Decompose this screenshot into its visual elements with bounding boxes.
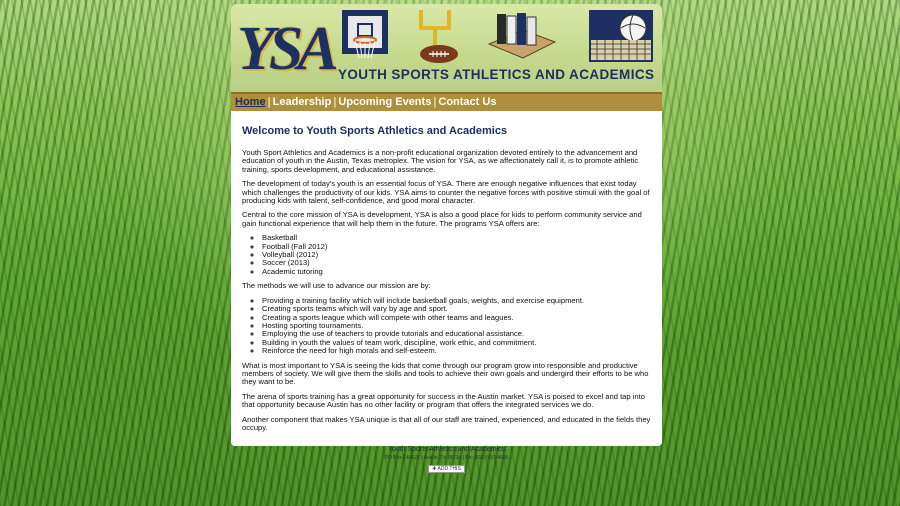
- site-title: YOUTH SPORTS ATHLETICS AND ACADEMICS: [338, 67, 655, 82]
- list-item: ◦ Football (Fall 2012): [262, 243, 651, 251]
- nav-contact-us[interactable]: Contact Us: [438, 96, 497, 108]
- list-item: ◦ Creating a sports league which will compete with other teams and leagues.: [262, 314, 651, 322]
- nav-home[interactable]: Home: [235, 96, 266, 108]
- market-paragraph: The arena of sports training has a great opportunity for success in the Austin market. YSA is poised to excel and tap into that opportunity because Austin has no other facility or program that offers the integrated services we do.: [242, 391, 645, 410]
- intro-paragraph: Youth Sport Athletics and Academics is a non-profit educational organization devoted entirely to the advancement and education of youth in the Austin, Texas metroplex. The vision for YSA, as we affectionately call it, is to promote athletic training, sports development, and educational assistance.: [242, 148, 639, 174]
- share-label: ADD THIS: [437, 466, 461, 472]
- list-item: ◦ Employing the use of teachers to provide tutorials and educational assistance.: [262, 330, 651, 338]
- programs-list: [242, 234, 651, 276]
- nav-upcoming-events[interactable]: Upcoming Events: [338, 96, 432, 108]
- ysa-logo[interactable]: YSA: [237, 15, 333, 83]
- site-footer: [231, 446, 662, 473]
- list-item: ◦ Academic tutoring: [262, 268, 651, 276]
- nav-leadership[interactable]: Leadership: [272, 96, 332, 108]
- staff-paragraph: Another component that makes YSA unique is that all of our staff are trained, experienced, and educated in the fields they occupy.: [242, 414, 651, 432]
- page-title: Welcome to Youth Sports Athletics and Academics: [242, 125, 508, 137]
- list-item: ◦ Basketball: [262, 234, 651, 242]
- list-item: ◦ Creating sports teams which will vary by age and sport.: [262, 305, 651, 313]
- share-icon: ✚: [432, 466, 438, 472]
- list-item: ◦ Reinforce the need for high morals and self-esteem.: [262, 347, 651, 355]
- books-image: [483, 8, 559, 60]
- main-nav: Home | Leadership | Upcoming Events | Contact Us: [231, 92, 662, 111]
- addthis-share-button[interactable]: [428, 465, 465, 473]
- methods-list: [242, 297, 651, 356]
- basketball-hoop-image: [336, 8, 394, 64]
- development-paragraph: The development of today's youth is an essential focus of YSA. There are enough negative influences that exist today which challenges the productivity of our kids. YSA aims to counter the negative forces with positive stimuli with the goal of producing kids with talent, self-confidence, and good moral character.: [242, 179, 650, 206]
- site-header: [231, 4, 662, 92]
- list-item: ◦ Hosting sporting tournaments.: [262, 322, 651, 330]
- list-item: ◦ Volleyball (2012): [262, 251, 651, 259]
- list-item: ◦ Soccer (2013): [262, 259, 651, 267]
- football-goalpost-image: [411, 8, 461, 66]
- core-mission-paragraph: Central to the core mission of YSA is development, YSA is also a good place for kids to perform community service and gain functional experience that will help them in the future. The programs YSA offers are:: [242, 210, 642, 228]
- footer-address: PO Box 140022 | Austin, Tx 78714 | Ph: (512) 537-4605: [384, 455, 509, 461]
- methods-intro: The methods we will use to advance our mission are by:: [242, 281, 431, 291]
- list-item: ◦ Providing a training facility which will include basketball goals, weights, and exercise equipment.: [262, 297, 651, 305]
- importance-paragraph: What is most important to YSA is seeing the kids that come through our program grow into responsible and productive members of society. We will give them the skills and tools to achieve their own goals and undergird their efforts to be who they want to be.: [242, 360, 649, 387]
- page-wrapper: [231, 4, 662, 446]
- list-item: ◦ Building in youth the values of team work, discipline, work ethic, and commitment.: [262, 339, 651, 347]
- volleyball-net-image: [587, 8, 655, 64]
- main-content: [231, 111, 662, 446]
- footer-org-name: Youth Sports Athletics and Academics: [387, 446, 506, 453]
